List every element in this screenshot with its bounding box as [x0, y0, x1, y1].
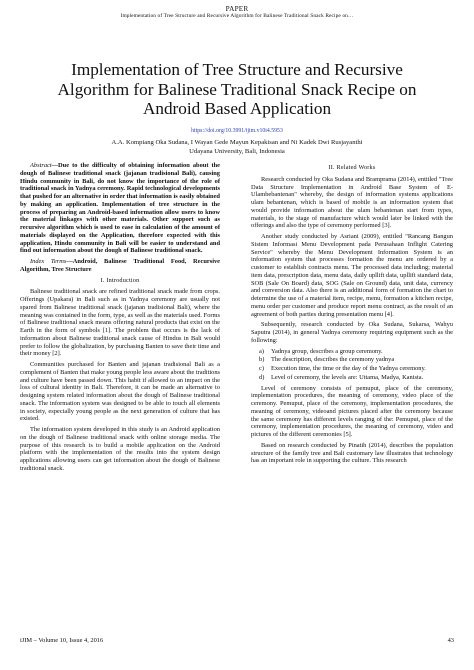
related-paragraph-4: Level of ceremony consists of pemuput, place of the ceremony, implementation procedures, the meaning of ceremony, video place of the ceremony. Pemuput, place of the ceremony, implementation procedures, the meaning of ceremony, videoand pictures placed after the ceremony because the same ceremony has different levels ranging of the: Pemuput, place of the ceremony, implementation procedures, the meaning of ceremony, video and pictures of the different ceremonies [5]. [251, 384, 453, 438]
list-item-text: The description, describes the ceremony yadnya [271, 356, 395, 364]
running-head-title: Implementation of Tree Structure and Recursive Algorithm for Balinese Traditional Snack Recipe on… [120, 13, 354, 19]
affiliation: Udayana University, Bali, Indonesia [189, 148, 285, 155]
list-item [259, 374, 453, 382]
left-column [20, 162, 220, 476]
abstract-text: —Due to the difficulty of obtaining information about the dough of Balinese traditional snack (jajanan tradisional Bali), causing Hindu community in Bali, do not know the importance of the role of traditional snack in Yadnya ceremony. Rapid technological developments that pushed for an alternative in order that information is easily obtained by making an application. Implementation of tree structure in the process of preparing an Android-based information allow users to know the material linkages with other materials. Other support such as recursive algorithm which is used to ease in calculation of the amount of materials displayed on the Application, therefore expected with this application, Hindu community in Bali will be easier to understand and find out information about the dough of Balinese traditional snack. [20, 162, 220, 255]
index-terms-lead: Index Terms [30, 258, 67, 265]
index-terms [20, 258, 220, 274]
doi-link[interactable]: https://doi.org/10.3991/ijim.v10i4.5953 [191, 128, 283, 134]
right-column [251, 162, 453, 468]
footer-journal: iJIM ‒ Volume 10, Issue 4, 2016 [20, 637, 104, 644]
list-item-text: Yadnya group, describes a group ceremony. [271, 347, 383, 355]
list-marker: d) [259, 373, 265, 381]
list-item [259, 356, 453, 364]
running-head-label: PAPER [225, 5, 249, 13]
section-heading-related-works: II. Related Works [328, 164, 376, 171]
authors: A.A. Kompiang Oka Sudana, I Wayan Gede Mayun Kepakisan and Ni Kadek Dwi Rusjayanthi [111, 139, 363, 146]
abstract-lead: Abstract [30, 162, 52, 169]
list-item-text: Level of ceremony, the levels are: Uttama, Madya, Kanista. [271, 373, 424, 381]
index-terms-text: —Android, Balinese Traditional Food, Recursive Algorithm, Tree Structure [20, 258, 221, 273]
ceremony-equipment-list [251, 348, 453, 382]
list-item [259, 365, 453, 373]
footer-page-number: 43 [447, 637, 454, 644]
list-marker: a) [259, 347, 264, 355]
list-item-text: Execution time, the time or the day of the Yadnya ceremony. [271, 365, 426, 372]
intro-paragraph-2: Communities purchased for Banten and jajanan tradisional Bali as a complement of Banten that make young people less aware about the traditions and culture have been passed down. This habit if allowed to an impact on the loss of cultural identity in Bali. Therefore, it can be made an alternative to designing system related information about the dough of Balinese traditional snack. The information system was designed to be able to touch all elements in society, especially young people as the next generation of culture that has existed. [20, 361, 221, 423]
list-item [259, 348, 453, 356]
section-heading-introduction: I. Introduction [100, 276, 140, 284]
related-paragraph-1: Research conducted by Oka Sudana and Bramprama (2014), entitled "Tree Data Structure Implementation in Android Base System of E-Ulambebantenan" whereby, the design of information systems applications ulam bebantenan, which is based of mobile is an information system that would provide information about the ulam bebantenan start from types, materials, to the stage of manufacture which would later be linked with the offerings and also the type of ceremony performed [3]. [251, 175, 453, 230]
list-marker: c) [259, 365, 264, 372]
related-paragraph-3: Subsequently, research conducted by Oka Sudana, Sukarsa, Wahyu Saputra (2014), in general Yadnya ceremony requiring equipment such as the following: [251, 321, 453, 344]
intro-paragraph-1: Balinese traditional snack are refined traditional snack made from crops. Offerings (Upakara) in Bali such as in Yadnya ceremony are usually not spared from Balinese traditional snack (jajanan tradisional Bali), where the meaning was contained in the form, type, as well as the materials used. Forms of Balinese traditional snack means offering natural products that exist on the Earth in the form of symbols [1]. The problem that occurs is the lack of information about Balinese traditional snack cause of Hindus in Bali would prefer to follow the globalization, by purchasing Banten to save their time and their money [2]. [20, 288, 221, 358]
intro-paragraph-3: The information system developed in this study is an Android application on the dough of Balinese traditional snack with online storage media. The purpose of this research is to build a mobile application on the Android platform with the implementation of the results into the system design applications allowing users can get information about the dough of Balinese traditional snack. [20, 426, 220, 472]
paper-title: Implementation of Tree Structure and Recursive Algorithm for Balinese Traditional Snack Recipe on Android Based Application [57, 60, 417, 118]
abstract [20, 162, 220, 255]
related-paragraph-5: Based on research conducted by Pinatih (2014), describes the population structure of the family tree and Bali customary law illustrates that technology has an important role in supporting the culture. This research [251, 441, 453, 465]
related-paragraph-2: Another study conducted by Asriani (2009), entitled "Rancang Bangun Sistem Informasi Menu Development pada Perusahaan Inflight Catering Service" whereby the Menu Development Information System is an information system that processes formation the menu are ordered by a customer to establish contracts menu. The processed data including; material item data, prescription data, menu data, daily upllift data, upllift standard data, SOB (Sale On Board) data, SOG (Sale on Ground) data, unit data, currency and conversion data. Also there is an additional form of formation the chart to determine the use of a material item, recipe, menu, formation a kitchen recipe, menu order per customer and produce report menu contract, as the result of an agreement of both parties during presentation menu [4]. [251, 233, 453, 318]
list-marker: b) [259, 356, 265, 364]
